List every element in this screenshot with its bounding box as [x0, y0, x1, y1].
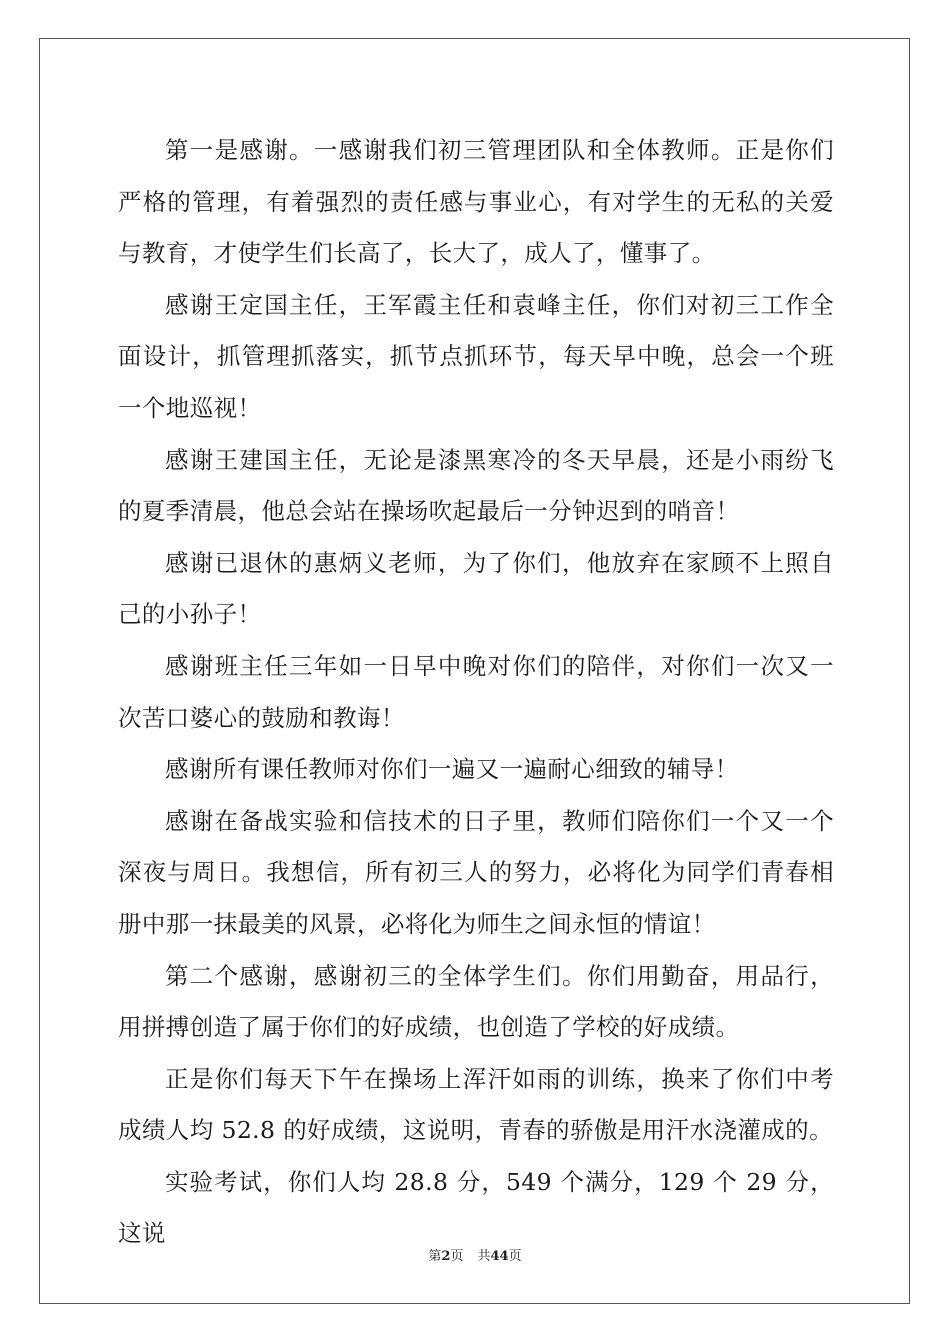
current-page-number: 2 [441, 1249, 451, 1264]
paragraph: 正是你们每天下午在操场上浑汗如雨的训练，换来了你们中考成绩人均 52.8 的好成绩，这说明，青春的骄傲是用汗水浇灌成的。 [118, 1064, 834, 1145]
paragraph: 感谢班主任三年如一日早中晚对你们的陪伴，对你们一次又一次苦口婆心的鼓励和教诲！ [118, 651, 834, 732]
page-label-suffix: 页 [450, 1249, 464, 1264]
paragraph: 感谢已退休的惠炳义老师，为了你们，他放弃在家顾不上照自己的小孙子！ [118, 548, 834, 629]
paragraph: 实验考试，你们人均 28.8 分，549 个满分，129 个 29 分，这说 [118, 1167, 834, 1248]
document-body [118, 125, 834, 1260]
page-label-prefix: 第 [428, 1249, 442, 1264]
paragraph: 感谢王定国主任，王军霞主任和袁峰主任，你们对初三工作全面设计，抓管理抓落实，抓节点抓环节，每天早中晚，总会一个班一个地巡视！ [118, 290, 834, 422]
paragraph: 感谢在备战实验和信技术的日子里，教师们陪你们一个又一个深夜与周日。我想信，所有初三人的努力，必将化为同学们青春相册中那一抹最美的风景，必将化为师生之间永恒的情谊！ [118, 806, 834, 938]
total-label-suffix: 页 [508, 1249, 522, 1264]
paragraph: 感谢王建国主任，无论是漆黑寒冷的冬天早晨，还是小雨纷飞的夏季清晨，他总会站在操场吹起最后一分钟迟到的哨音！ [118, 445, 834, 526]
total-page-count: 44 [490, 1249, 509, 1264]
page-footer [0, 1249, 950, 1265]
paragraph: 第二个感谢，感谢初三的全体学生们。你们用勤奋，用品行，用拼搏创造了属于你们的好成绩，也创造了学校的好成绩。 [118, 961, 834, 1042]
total-label-prefix: 共 [477, 1249, 491, 1264]
paragraph: 第一是感谢。一感谢我们初三管理团队和全体教师。正是你们严格的管理，有着强烈的责任感与事业心，有对学生的无私的关爱与教育，才使学生们长高了，长大了，成人了，懂事了。 [118, 136, 834, 268]
paragraph: 感谢所有课任教师对你们一遍又一遍耐心细致的辅导！ [165, 755, 739, 784]
